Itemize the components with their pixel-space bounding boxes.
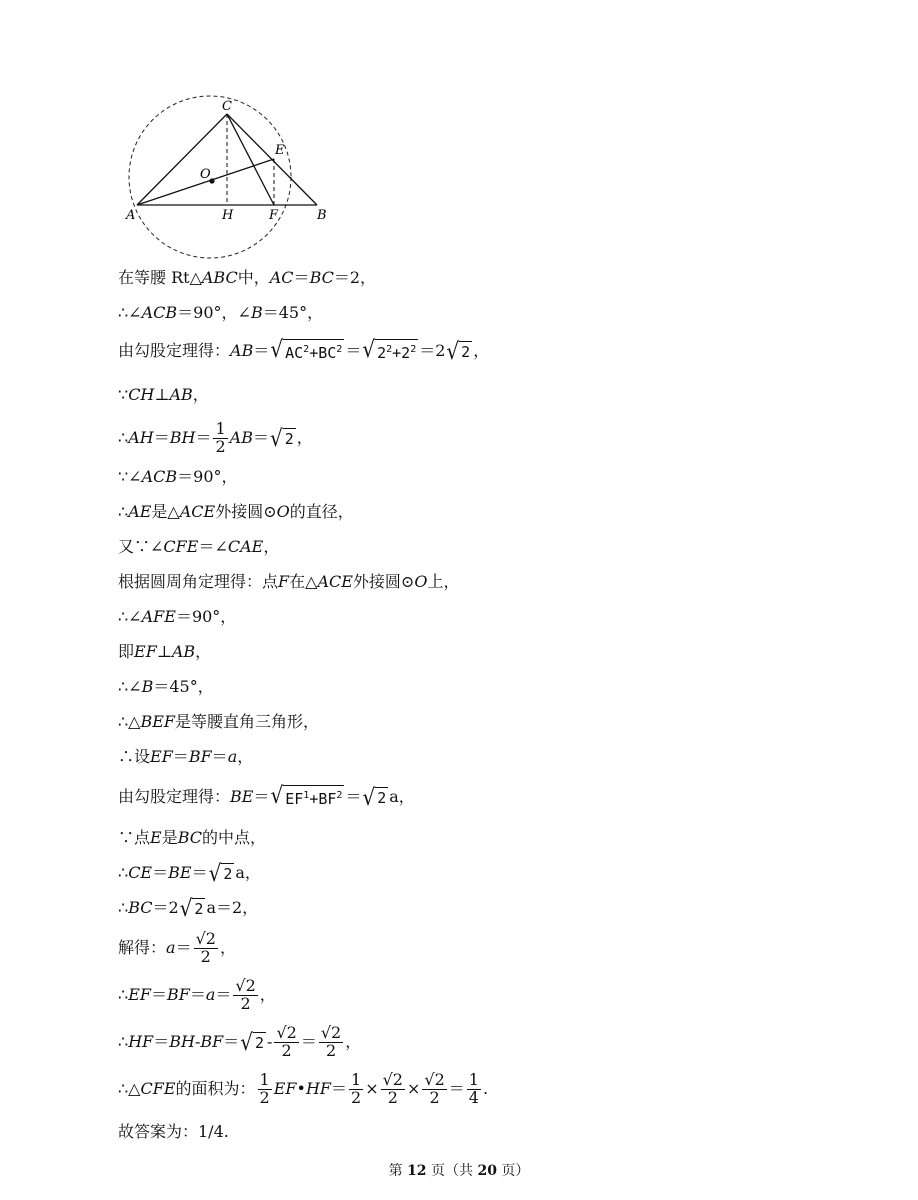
solution-line-22: ∴△ CFE 的面积为： $\frac{1}{2}$ EF • HF ＝ $\frac{1}{2}$ × $\frac{√2}{2}$ × $\frac{√2}{2}$ ＝ $\frac{1}{4}$ . [118, 1069, 489, 1107]
solution-line-19: 解得： a ＝ $\frac{√2}{2}$ ， [118, 928, 236, 966]
solution-line-3: 由勾股定理得： AB ＝ √ $AC^2+BC^2$ ＝ √ $2^2+2^2$ ＝2 √ 2 ， [118, 334, 490, 365]
sqrt-expression: √ 2 [362, 782, 387, 811]
solution-line-20: ∴ EF ＝ BF ＝ a ＝ $\frac{√2}{2}$ ， [118, 975, 276, 1013]
label-E: E [275, 143, 285, 158]
fraction: $\frac{1}{2}$ [259, 1069, 270, 1107]
fraction: $\frac{√2}{2}$ [235, 975, 256, 1013]
geometry-figure [112, 92, 342, 260]
fraction: $\frac{√2}{2}$ [276, 1022, 297, 1060]
sqrt-expression: √ $AC^2+BC^2$ [270, 334, 343, 363]
solution-line-4: ∵ CH ⊥ AB ， [118, 385, 209, 404]
solution-line-7: ∴ AE 是△ ACE 外接圆⊙ O 的直径， [118, 502, 354, 521]
solution-line-17: ∴ CE ＝ BE ＝ √ 2 a， [118, 858, 261, 887]
sqrt-expression: √ 2 [208, 858, 233, 887]
fraction: $\frac{√2}{2}$ [382, 1069, 403, 1107]
solution-line-6: ∵∠ ACB ＝90°， [118, 467, 238, 486]
solution-line-18: ∴ BC ＝2 √ 2 a＝2， [118, 893, 259, 922]
solution-line-9: 根据圆周角定理得：点 F 在△ ACE 外接圆⊙ O 上， [118, 572, 460, 591]
label-B: B [317, 208, 327, 223]
segment-CF [227, 114, 274, 205]
label-H: H [222, 208, 234, 223]
page-number: 12 [407, 1163, 427, 1179]
label-C: C [222, 99, 232, 114]
fraction: $\frac{√2}{2}$ [424, 1069, 445, 1107]
sqrt-expression: √ $EF^1+BF^2$ [270, 780, 343, 809]
sqrt-expression: √ $2^2+2^2$ [362, 334, 417, 363]
total-pages: 20 [477, 1163, 497, 1179]
segment-AC [137, 114, 227, 205]
sqrt-expression: √ 2 [240, 1027, 265, 1056]
fraction: $\frac{1}{4}$ [468, 1069, 479, 1107]
solution-line-11: 即 EF ⊥ AB ， [118, 642, 212, 661]
sqrt-expression: √ 2 [179, 893, 204, 922]
label-A: A [126, 208, 136, 223]
solution-line-8: 又∵∠ CFE ＝∠ CAE ， [118, 537, 280, 556]
solution-line-16: ∵点 E 是 BC 的中点， [118, 828, 267, 847]
solution-line-23: 故答案为：1/4. [118, 1122, 229, 1141]
solution-line-14: ∴设 EF ＝ BF ＝ a ， [118, 747, 254, 766]
solution-line-10: ∴∠ AFE ＝90°， [118, 607, 237, 626]
page-footer: 第 12 页（共 20 页） [388, 1163, 530, 1179]
sqrt-expression: √ 2 [446, 336, 471, 365]
solution-line-12: ∴∠ B ＝45°， [118, 677, 214, 696]
fraction: $\frac{√2}{2}$ [195, 928, 216, 966]
fraction: $\frac{1}{2}$ [215, 418, 226, 456]
fraction: $\frac{√2}{2}$ [320, 1022, 342, 1060]
fraction: $\frac{1}{2}$ [351, 1069, 362, 1107]
solution-line-13: ∴△ BEF 是等腰直角三角形， [118, 712, 320, 731]
sqrt-expression: √ 2 [269, 423, 294, 452]
solution-line-15: 由勾股定理得： BE ＝ √ $EF^1+BF^2$ ＝ √ 2 a， [118, 780, 415, 811]
solution-line-1: 在等腰 Rt△ ABC 中， AC ＝ BC ＝2， [118, 268, 377, 287]
label-O: O [200, 167, 211, 182]
solution-line-2: ∴∠ ACB ＝90°，∠ B ＝45°， [118, 303, 324, 322]
solution-line-21: ∴ HF ＝ BH - BF ＝ √ 2 - $\frac{√2}{2}$ ＝ $\frac{√2}{2}$ ， [118, 1022, 362, 1060]
label-F: F [269, 208, 279, 223]
solution-line-5: ∴ AH ＝ BH ＝ $\frac{1}{2}$ AB ＝ √ 2 ， [118, 418, 313, 456]
